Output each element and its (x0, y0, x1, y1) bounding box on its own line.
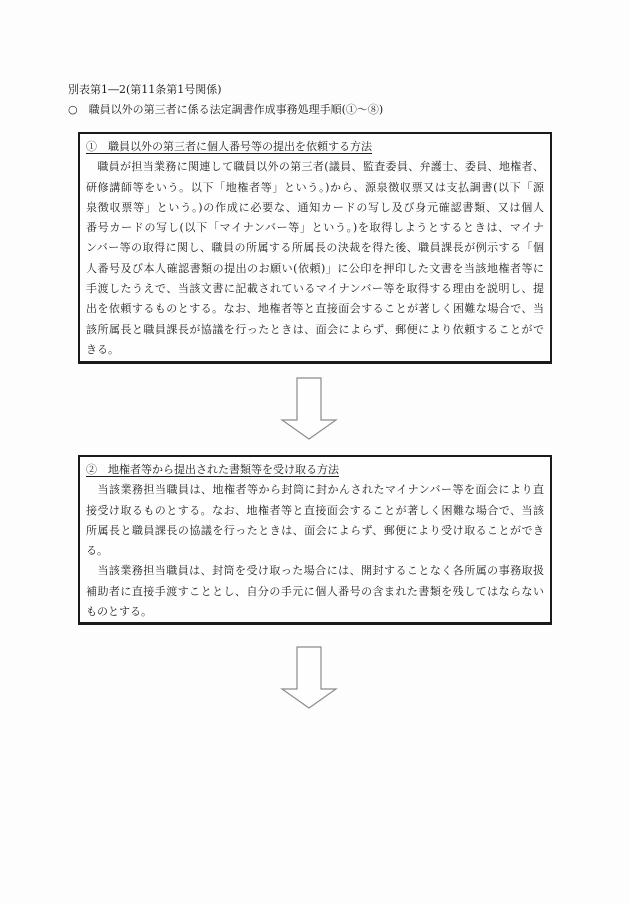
down-arrow-icon (280, 646, 338, 710)
step2-box (78, 455, 552, 625)
text-line: ものとする。 (86, 605, 152, 619)
down-arrow-icon (280, 377, 338, 441)
text-line: 泉徴収票等」という。)の作成に必要な、通知カードの写し及び身元確認書類、又は個人 (86, 200, 544, 214)
text-line: 当該業務担当職員は、地権者等から封筒に封かんされたマイナンバー等を面会により直 (86, 483, 544, 497)
document-title: ○ 職員以外の第三者に係る法定調書作成事務処理手順(①～⑧) (68, 102, 384, 116)
text-line: 出を依頼するものとする。なお、地権者等と直接面会することが著しく困難な場合で、当 (86, 302, 544, 316)
text-line: きる。 (86, 342, 119, 356)
text-line: 該所属長と職員課長が協議を行ったときは、面会によらず、郵便により依頼することがで (86, 322, 544, 336)
text-line: 当該業務担当職員は、封筒を受け取った場合には、開封することなく各所属の事務取扱 (86, 564, 544, 578)
step1-title: ① 職員以外の第三者に個人番号等の提出を依頼する方法 (86, 140, 372, 153)
document-header (68, 80, 568, 119)
step1-box (78, 132, 552, 364)
step2-title: ② 地権者等から提出された書類等を受け取る方法 (86, 463, 339, 476)
text-line: ンバー等の取得に関し、職員の所属する所属長の決裁を得た後、職員課長が例示する「個 (86, 241, 544, 255)
text-line: る。 (86, 544, 108, 558)
text-line: 職員が担当業務に関連して職員以外の第三者(議員、監査委員、弁護士、委員、地権者、 (86, 160, 544, 174)
header-reference: 別表第1―2(第11条第1号関係) (68, 83, 222, 96)
text-line: 研修講師等をいう。以下「地権者等」という。)から、源泉徴収票又は支払調書(以下「源 (86, 180, 544, 194)
text-line: 番号カードの写し(以下「マイナンバー等」という。)を取得しようとするときは、マイナ (86, 221, 544, 235)
down-arrow-shape (282, 647, 336, 708)
text-line: 所属長と職員課長の協議を行ったときは、面会によらず、郵便により受け取ることができ (86, 523, 544, 537)
text-line: 接受け取るものとする。なお、地権者等と直接面会することが著しく困難な場合で、当該 (86, 503, 544, 517)
text-line: 補助者に直接手渡すこととし、自分の手元に個人番号の含まれた書類を残してはならない (86, 584, 544, 598)
text-line: 手渡したうえで、当該文書に記載されているマイナンバー等を取得する理由を説明し、提 (86, 282, 544, 296)
text-line: 人番号及び本人確認書類の提出のお願い(依頼)」に公印を押印した文書を当該地権者等に (86, 261, 544, 275)
down-arrow-shape (282, 378, 336, 439)
